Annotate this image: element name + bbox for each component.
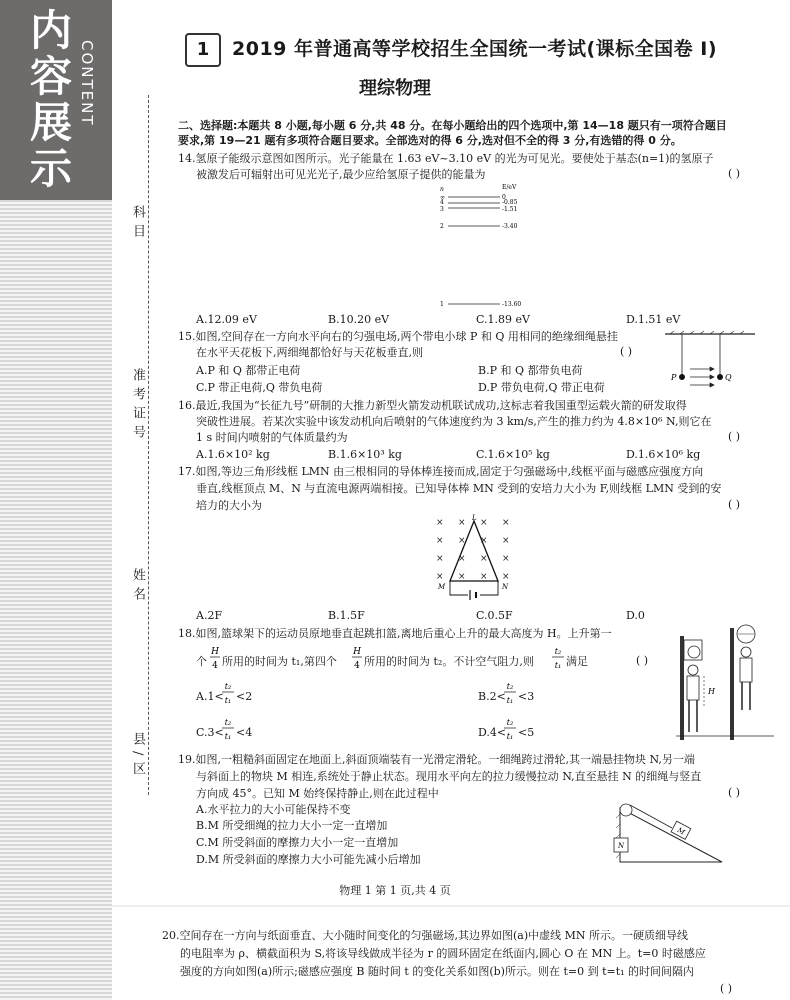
circuit-wire-left: [450, 581, 468, 595]
exam-subject: 理综物理: [359, 78, 431, 99]
q14-option-a: A.12.09 eV: [196, 313, 257, 326]
ball-p: [679, 374, 685, 380]
page-footer: 物理 1 第 1 页,共 4 页: [339, 884, 451, 897]
svg-text:×: ×: [436, 572, 444, 582]
ratio-num: t₂: [554, 647, 562, 656]
level-n: ∞: [440, 194, 445, 201]
level-e: 0: [502, 194, 506, 201]
q18-fraction-2: [352, 645, 362, 675]
binding-line: [148, 95, 149, 795]
q16-option-c: C.1.6×10⁵ kg: [476, 448, 550, 461]
label-l: L: [472, 514, 477, 522]
q15-text-2: 在水平天花板下,两细绳都恰好与天花板垂直,则: [196, 346, 423, 359]
q19-answer-paren: ( ): [728, 786, 741, 799]
frac-num: H: [353, 647, 361, 657]
q19-option-b: B.M 所受细绳的拉力大小一定一直增加: [196, 819, 388, 832]
q18-option-c-post: <4: [236, 726, 253, 739]
level-n: 2: [440, 223, 444, 230]
ratio-den: t₁: [506, 696, 514, 705]
side-label-county: 县/区: [130, 732, 145, 781]
page-divider: [112, 905, 790, 907]
svg-text:×: ×: [480, 518, 488, 528]
incline: [620, 808, 722, 862]
q17-answer-paren: ( ): [728, 498, 741, 511]
ratio-num: t₂: [506, 718, 514, 727]
svg-text:×: ×: [480, 572, 488, 582]
q18-option-a-ratio: [222, 680, 234, 710]
q19-text-3: 方向成 45°。已知 M 始终保持静止,则在此过程中: [196, 787, 439, 800]
item-number: 1: [185, 33, 221, 67]
q17-option-c: C.0.5F: [476, 609, 513, 622]
q16-option-d: D.1.6×10⁶ kg: [626, 448, 701, 461]
q14-header-n: n: [440, 186, 444, 193]
svg-text:×: ×: [458, 518, 466, 528]
level-n: 1: [440, 301, 444, 308]
svg-text:×: ×: [502, 536, 510, 546]
svg-text:×: ×: [502, 572, 510, 582]
svg-text:×: ×: [458, 536, 466, 546]
q14-text-1: 14.氢原子能级示意图如图所示。光子能量在 1.63 eV~3.10 eV 的光为可见光。要使处于基态(n=1)的氢原子: [178, 152, 714, 165]
height-label: H: [708, 687, 715, 696]
ratio-den: t₁: [224, 732, 232, 741]
exam-title: 2019 年普通高等学校招生全国统一考试(课标全国卷 Ⅰ): [232, 38, 718, 60]
q15-option-a: A.P 和 Q 都带正电荷: [196, 364, 301, 377]
level-n: 4: [440, 199, 444, 206]
q18-text-2d: 满足: [566, 655, 588, 668]
ratio-den: t₁: [554, 661, 562, 670]
q18-option-d-post: <5: [518, 726, 535, 739]
q15-figure: [660, 331, 760, 396]
frac-den: 4: [354, 661, 360, 671]
q15-option-d: D.P 带负电荷,Q 带正电荷: [478, 381, 605, 394]
q18-option-b-post: <3: [518, 690, 535, 703]
ratio-num: t₂: [506, 682, 514, 691]
q18-option-d-ratio: [504, 716, 516, 746]
frac-den: 4: [212, 661, 218, 671]
label-p: P: [671, 373, 677, 382]
q20-text-2: 的电阻率为 ρ、横截面积为 S,将该导线做成半径为 r 的圆环固定在纸面内,圆心 O 在 MN 上。t=0 时磁感应: [180, 947, 706, 960]
field-arrows: [690, 367, 714, 387]
q15-option-b: B.P 和 Q 都带负电荷: [478, 364, 583, 377]
q18-option-a-post: <2: [236, 690, 253, 703]
q17-option-b: B.1.5F: [328, 609, 365, 622]
ratio-num: t₂: [224, 682, 232, 691]
svg-text:×: ×: [436, 554, 444, 564]
q17-text-1: 17.如图,等边三角形线框 LMN 由三根相同的导体棒连接而成,固定于匀强磁场中,线框平面与磁感应强度方向: [178, 465, 704, 478]
q19-incline-figure: [606, 800, 726, 864]
player-jumping: [730, 625, 755, 740]
q18-text-2c: 所用的时间为 t₂。不计空气阻力,则: [364, 655, 534, 668]
q19-option-c: C.M 所受斜面的摩擦力大小一定一直增加: [196, 836, 399, 849]
q16-text-3: 1 s 时间内喷射的气体质量约为: [196, 431, 348, 444]
label-n: N: [618, 842, 625, 850]
q18-option-c-pre: C.3<: [196, 726, 224, 739]
q17-option-d: D.0: [626, 609, 645, 622]
q18-option-d-pre: D.4<: [478, 726, 507, 739]
q14-header-e: E/eV: [502, 184, 517, 191]
q18-option-b-ratio: [504, 680, 516, 710]
q19-text-2: 与斜面上的物块 M 相连,系统处于静止状态。现用水平向左的拉力缓慢拉动 N,直至悬挂 N 的细绳与竖直: [196, 770, 702, 783]
q18-option-c-ratio: [222, 716, 234, 746]
badge-subtitle: CONTENT: [78, 40, 96, 127]
label-m: M: [438, 583, 446, 591]
svg-text:×: ×: [458, 572, 466, 582]
ball-q: [717, 374, 723, 380]
q15-text-1: 15.如图,空间存在一方向水平向右的匀强电场,两个带电小球 P 和 Q 用相同的绝缘细绳悬挂: [178, 330, 618, 343]
side-label-exam-no: 准考证号: [130, 368, 145, 444]
ratio-den: t₁: [224, 696, 232, 705]
q18-text-2b: 所用的时间为 t₁,第四个: [222, 655, 337, 668]
svg-text:×: ×: [458, 554, 466, 564]
q17-text-2: 垂直,线框顶点 M、N 与直流电源两端相接。已知导体棒 MN 受到的安培力大小为 F,则线框 LMN 受到的安: [196, 482, 722, 495]
content-badge: [0, 0, 112, 200]
section-instructions-2: 要求,第 19—21 题有多项符合题目要求。全部选对的得 6 分,选对但不全的得 3 分,有选错的得 0 分。: [178, 134, 682, 147]
q14-text-2: 被激发后可辐射出可见光光子,最少应给氢原子提供的能量为: [196, 168, 486, 181]
svg-text:×: ×: [502, 554, 510, 564]
label-q: Q: [725, 373, 732, 382]
q14-option-c: C.1.89 eV: [476, 313, 530, 326]
q19-option-a: A.水平拉力的大小可能保持不变: [196, 803, 351, 816]
q17-text-3: 培力的大小为: [196, 499, 262, 512]
badge-title: 内容展示: [29, 6, 72, 193]
circuit-wire-right: [480, 581, 498, 595]
level-n: 3: [440, 206, 444, 213]
q18-ratio: [552, 645, 564, 675]
svg-text:×: ×: [436, 536, 444, 546]
q18-option-b-pre: B.2<: [478, 690, 506, 703]
q14-option-d: D.1.51 eV: [626, 313, 681, 326]
q15-option-c: C.P 带正电荷,Q 带负电荷: [196, 381, 323, 394]
level-e: -13.60: [502, 301, 522, 308]
section-instructions-1: 二、选择题:本题共 8 小题,每小题 6 分,共 48 分。在每小题给出的四个选项中,第 14—18 题只有一项符合题目: [178, 119, 727, 132]
pulley: [620, 804, 632, 816]
q17-figure: [430, 513, 510, 609]
q16-answer-paren: ( ): [728, 430, 741, 443]
q18-basketball-figure: [676, 622, 776, 740]
q19-option-d: D.M 所受斜面的摩擦力大小可能先减小后增加: [196, 853, 421, 866]
magnetic-field-crosses: [436, 518, 510, 582]
svg-text:×: ×: [436, 518, 444, 528]
q17-option-a: A.2F: [196, 609, 223, 622]
ratio-den: t₁: [506, 732, 514, 741]
q14-option-b: B.10.20 eV: [328, 313, 390, 326]
q15-answer-paren: ( ): [620, 345, 633, 358]
q18-text-2a: 个: [196, 655, 207, 668]
q16-text-2: 突破性进展。若某次实验中该发动机向后喷射的气体速度约为 3 km/s,产生的推力约为 4.8×10⁶ N,则它在: [196, 415, 712, 428]
level-e: -3.40: [502, 223, 518, 230]
side-label-name: 姓名: [130, 568, 145, 606]
svg-text:×: ×: [480, 554, 488, 564]
level-e: -1.51: [502, 206, 518, 213]
q18-text-1: 18.如图,篮球架下的运动员原地垂直起跳扣篮,离地后重心上升的最大高度为 H。上升第一: [178, 627, 612, 640]
q18-option-a-pre: A.1<: [196, 690, 224, 703]
q16-text-1: 16.最近,我国为“长征九号”研制的大推力新型火箭发动机联试成功,这标志着我国重型运载火箭的研发取得: [178, 399, 687, 412]
label-n: N: [502, 583, 509, 591]
ratio-num: t₂: [224, 718, 232, 727]
svg-text:×: ×: [480, 536, 488, 546]
q16-option-b: B.1.6×10³ kg: [328, 448, 402, 461]
level-e: -0.85: [502, 199, 518, 206]
q18-answer-paren: ( ): [636, 654, 649, 667]
q19-text-1: 19.如图,一粗糙斜面固定在地面上,斜面顶端装有一光滑定滑轮。一细绳跨过滑轮,其一端悬挂物块 N,另一端: [178, 753, 695, 766]
q20-text-1: 20.空间存在一方向与纸面垂直、大小随时间变化的匀强磁场,其边界如图(a)中虚线 MN 所示。一硬质细导线: [162, 929, 689, 942]
label-m: M: [675, 826, 687, 837]
q14-energy-level-figure: [420, 183, 540, 313]
q20-text-3: 强度的方向如图(a)所示;磁感应强度 B 随时间 t 的变化关系如图(b)所示。则在 t=0 到 t=t₁ 的时间间隔内: [180, 965, 695, 978]
q18-fraction-1: [210, 645, 220, 675]
svg-text:×: ×: [502, 518, 510, 528]
q16-option-a: A.1.6×10² kg: [196, 448, 270, 461]
player-standing: [680, 636, 702, 740]
side-label-subject: 科目: [130, 205, 145, 243]
q14-answer-paren: ( ): [728, 167, 741, 180]
frac-num: H: [211, 647, 219, 657]
q20-answer-paren: ( ): [720, 982, 733, 995]
